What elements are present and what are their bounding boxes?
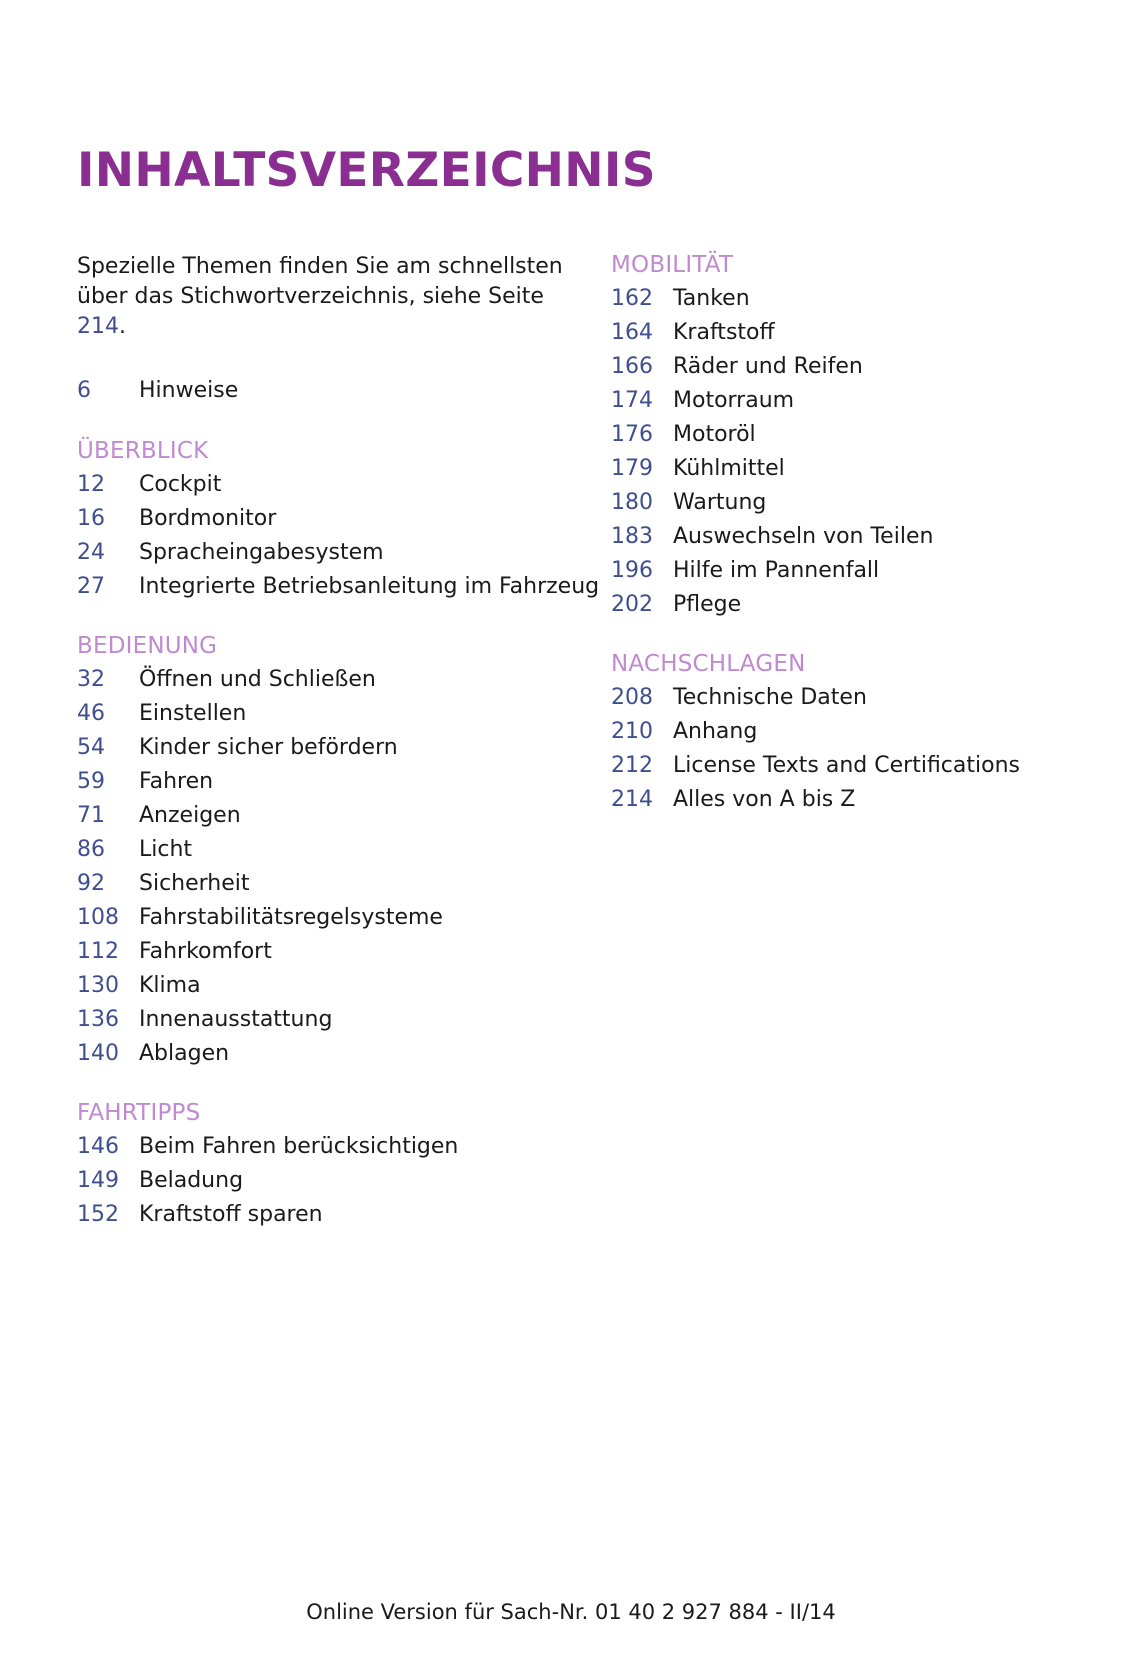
toc-entry[interactable] [611, 715, 1091, 749]
page-number: 149 [77, 1168, 119, 1193]
toc-entry[interactable] [77, 468, 597, 502]
entry-title: Fahren [139, 769, 214, 794]
toc-entry[interactable] [77, 799, 597, 833]
toc-entry[interactable] [611, 520, 1091, 554]
entry-title: Licht [139, 837, 193, 862]
toc-entry[interactable] [77, 765, 597, 799]
toc-entry[interactable] [77, 1130, 597, 1164]
page-number: 179 [611, 456, 653, 481]
toc-entry[interactable] [77, 1198, 597, 1232]
page-number: 71 [77, 803, 105, 828]
toc-entry[interactable] [611, 418, 1091, 452]
entry-title: Kühlmittel [673, 456, 785, 481]
toc-entry[interactable] [77, 867, 597, 901]
entry-title: Kraftstoff [673, 320, 775, 345]
entry-title: Alles von A bis Z [673, 787, 856, 812]
toc-entry[interactable] [611, 681, 1091, 715]
toc-entry[interactable] [611, 783, 1091, 817]
page-number: 180 [611, 490, 653, 515]
entry-title: Hilfe im Pannenfall [673, 558, 880, 583]
page-number: 164 [611, 320, 653, 345]
toc-entry[interactable] [77, 374, 597, 408]
entry-title: Beim Fahren berücksichtigen [139, 1134, 459, 1159]
page-number: 92 [77, 871, 105, 896]
page-number: 146 [77, 1134, 119, 1159]
toc-entry[interactable] [611, 486, 1091, 520]
entry-title: Räder und Reifen [673, 354, 863, 379]
entry-title: Einstellen [139, 701, 247, 726]
section-heading-mobilitaet: MOBILITÄT [611, 252, 734, 278]
right-column [611, 248, 1091, 842]
toc-entry[interactable] [77, 731, 597, 765]
section-heading-bedienung: BEDIENUNG [77, 633, 218, 659]
entry-title: Technische Daten [673, 685, 867, 710]
entry-title: Wartung [673, 490, 767, 515]
section-bedienung [77, 629, 597, 1071]
entry-title: Tanken [673, 286, 750, 311]
page-number: 12 [77, 472, 105, 497]
page-number: 162 [611, 286, 653, 311]
section-top [77, 374, 597, 408]
entry-title: Integrierte Betriebsanleitung im Fahrzeug [139, 574, 600, 599]
page-number: 108 [77, 905, 119, 930]
entry-title: Beladung [139, 1168, 244, 1193]
toc-entry[interactable] [611, 282, 1091, 316]
entry-title: Auswechseln von Teilen [673, 524, 934, 549]
toc-entry[interactable] [77, 901, 597, 935]
page-number: 54 [77, 735, 105, 760]
entry-title: Anzeigen [139, 803, 241, 828]
toc-entry[interactable] [77, 697, 597, 731]
toc-entry[interactable] [77, 969, 597, 1003]
section-heading-nachschlagen: NACHSCHLAGEN [611, 651, 806, 677]
toc-entry[interactable] [611, 316, 1091, 350]
entry-title: Öffnen und Schließen [139, 667, 376, 692]
page-number: 6 [77, 378, 91, 403]
section-ueberblick [77, 434, 600, 604]
page-title: INHALTSVERZEICHNIS [77, 143, 656, 198]
page-number: 202 [611, 592, 653, 617]
entry-title: Hinweise [139, 378, 239, 403]
toc-entry[interactable] [77, 1164, 597, 1198]
entry-title: Sicherheit [139, 871, 250, 896]
page-number: 130 [77, 973, 119, 998]
intro-line-1: Spezielle Themen finden Sie am schnellsten [77, 254, 563, 279]
toc-entry[interactable] [77, 663, 597, 697]
entry-title: Kraftstoff sparen [139, 1202, 323, 1227]
toc-entry[interactable] [611, 384, 1091, 418]
entry-title: License Texts and Certifications [673, 753, 1020, 778]
entry-title: Fahrstabilitätsregelsysteme [139, 905, 443, 930]
page-number: 24 [77, 540, 105, 565]
toc-entry[interactable] [77, 502, 597, 536]
page-number: 176 [611, 422, 653, 447]
index-page-link[interactable]: 214 [77, 314, 119, 339]
page-number: 32 [77, 667, 105, 692]
entry-title: Fahrkomfort [139, 939, 272, 964]
page-number: 208 [611, 685, 653, 710]
intro-text [77, 252, 597, 342]
toc-entry[interactable] [611, 554, 1091, 588]
page-number: 196 [611, 558, 653, 583]
toc-entry[interactable] [77, 1037, 597, 1071]
page-number: 174 [611, 388, 653, 413]
footer-text: Online Version für Sach-Nr. 01 40 2 927 884 - II/14 [306, 1600, 836, 1624]
entry-title: Innenausstattung [139, 1007, 333, 1032]
section-fahrtipps [77, 1096, 597, 1232]
toc-entry[interactable] [77, 935, 597, 969]
page-number: 59 [77, 769, 105, 794]
intro-suffix: . [119, 314, 126, 339]
entry-title: Cockpit [139, 472, 222, 497]
left-column [77, 374, 600, 1257]
section-nachschlagen [611, 647, 1091, 817]
page-number: 166 [611, 354, 653, 379]
section-mobilitaet [611, 248, 1091, 622]
page-number: 27 [77, 574, 105, 599]
entry-title: Motoröl [673, 422, 756, 447]
entry-title: Motorraum [673, 388, 795, 413]
entry-title: Pflege [673, 592, 742, 617]
page-number: 140 [77, 1041, 119, 1066]
entry-title: Ablagen [139, 1041, 230, 1066]
entry-title: Spracheingabesystem [139, 540, 384, 565]
entry-title: Klima [139, 973, 201, 998]
intro-line-2: über das Stichwortverzeichnis, siehe Seite [77, 284, 544, 309]
entry-title: Anhang [673, 719, 758, 744]
page-number: 152 [77, 1202, 119, 1227]
toc-entry[interactable] [611, 588, 1091, 622]
page-number: 46 [77, 701, 105, 726]
toc-entry[interactable] [77, 833, 597, 867]
entry-title: Kinder sicher befördern [139, 735, 398, 760]
page-number: 212 [611, 753, 653, 778]
section-heading-fahrtipps: FAHRTIPPS [77, 1100, 201, 1126]
toc-entry[interactable] [77, 536, 597, 570]
page-number: 86 [77, 837, 105, 862]
toc-entry[interactable] [77, 570, 600, 604]
page-number: 112 [77, 939, 119, 964]
page-number: 183 [611, 524, 653, 549]
page-number: 210 [611, 719, 653, 744]
entry-title: Bordmonitor [139, 506, 277, 531]
section-heading-ueberblick: ÜBERBLICK [77, 438, 209, 464]
toc-entry[interactable] [611, 749, 1091, 783]
toc-entry[interactable] [611, 452, 1091, 486]
toc-entry[interactable] [77, 1003, 597, 1037]
page-number: 214 [611, 787, 653, 812]
page-number: 16 [77, 506, 105, 531]
page-number: 136 [77, 1007, 119, 1032]
toc-entry[interactable] [611, 350, 1091, 384]
